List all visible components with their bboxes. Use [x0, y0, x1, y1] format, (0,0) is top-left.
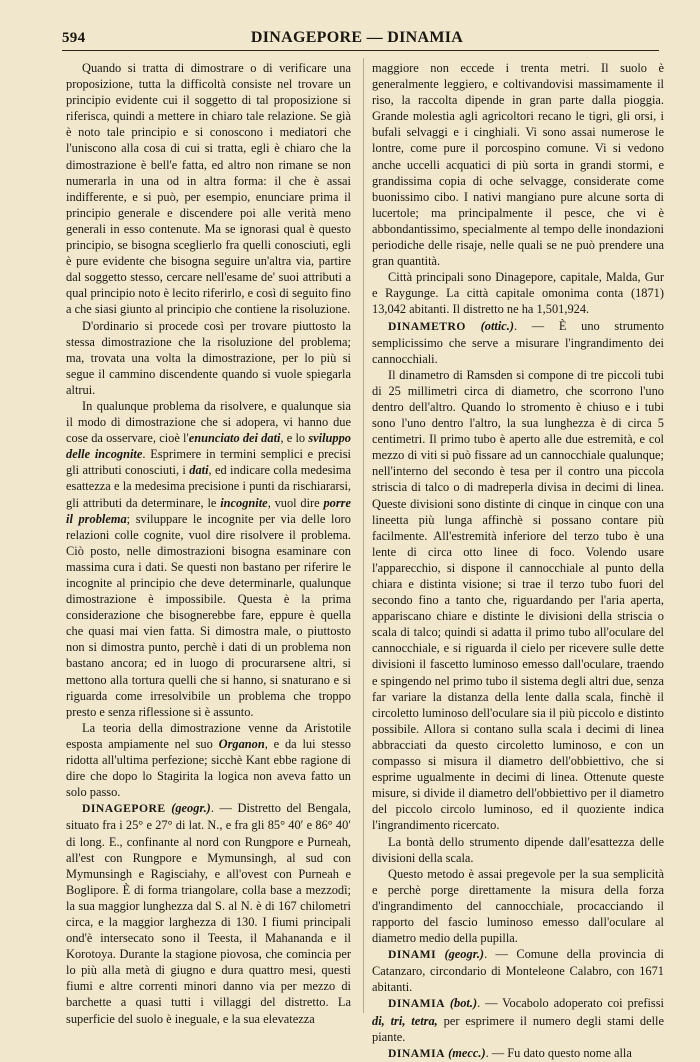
page-number: 594 — [62, 30, 86, 46]
entry-tag: (bot.) — [449, 996, 478, 1011]
entry-tag: (geogr.) — [171, 801, 211, 816]
entry-tag: (mecc.) — [448, 1045, 486, 1060]
column-divider — [363, 58, 364, 1013]
paragraph: Questo metodo è assai pregevole per la sua semplicità e perchè porge direttamente la misura della forza d'ingrandimento del cannocchiale, procacciando il rapporto del fascio luminoso emesso dall'oculare al diametro medio della pupilla. — [372, 866, 664, 946]
paragraph: In qualunque problema da risolvere, e qualunque sia il modo di dimostrazione che si adopera, vi hanno due cose da osservare, cioè l'enunciato dei dati, e lo sviluppo delle incognite. Esprimere in termini semplici e precisi gli attributi conosciuti, i dati, ed indicare colla medesima esattezza e la medesima precisione i punti da rischiararsi, gli attributi da determinare, le incognite, vuol dire porre il problema; sviluppare le incognite per via delle loro relazioni colle cognite, vuol dire risolvere il problema. Ciò posto, nelle dimostrazioni bisogna esaminare con massima cura i dati. Se questi non bastano per riferire le incognite al principio che deve determinarle, qualunque dimostrazione è impossibile. Questa è la prima considerazione che bisognerebbe fare, eppure è quella che quasi mai vien fatta. Si dimostra male, o piuttosto non si dimostra punto, perchè i dati di un problema non bastano ancora; ed in luogo di procurarsene altri, si mettono alla tortura quelli che si hanno, si snaturano e si riguarda come irresolvibile un problema che troppo presto e senza riflessione si è assunto. — [66, 398, 352, 719]
left-column — [66, 60, 352, 1026]
paragraph: La teoria della dimostrazione venne da Aristotile esposta ampiamente nel suo Organon, e da lui stesso ridotta all'ultima perfezione; sicchè Kant ebbe ragione di dire che dopo lo Stagirita la logica non aveva fatto un solo passo. — [66, 720, 351, 800]
paragraph: Il dinametro di Ramsden si compone di tre piccoli tubi di 25 millimetri circa di diametro, che scorrono l'uno dentro dell'altro. Quando lo stromento è chiuso e i tubi sono l'uno dentro l'altro, la sua lunghezza è di circa 5 centimetri. Il primo tubo è aperto alle due estremità, e col mezzo di viti si può fissare ad un cannocchiale qualunque; nell'interno del secondo è tesa per il contro una piccola striscia di talco o di madreperla divisa in decimi di linea. Queste divisioni sono distinte di cinque in cinque con una lineetta più lunga affinchè si possano contare più facilmente. All'estremità inferiore del terzo tubo è una lente di circa otto linee di foco. Volendo usare l'apparecchio, si dispone il cannocchiale al punto della chiara e distinta visione; si trae il terzo tubo fuori del secondo fino a tanto che, riguardando per l'aria aperta, appariscano chiare e distinte le divisioni della striscia o scala di talco; quindi si adatta il primo tubo all'oculare del cannocchiale, e si riguarda il cielo per ricevere sulle dette divisioni il fascetto luminoso emesso dall'oculare, traendo e spingendo nel primo tubo il sistema degli altri due, senza far variare la distanza della lente dalla scala, finchè il circoletto luminoso dell'oculare sia il più piccolo e distinto possibile. Allora si contano sulla scala i decimi di linea abbracciati da questo circoletto luminoso, e con un compasso si misura il diametro dell'obbiettivo, che si esprime ugualmente in decimi di linea. Ottenute queste misure, si divide il diametro dell'obbiettivo per il diametro del piccolo circolo luminoso, ed il quoziente indica l'ingrandimento ricercato. — [372, 367, 664, 833]
paragraph: Città principali sono Dinagepore, capitale, Malda, Gur e Raygunge. La città capitale omonima conta (1871) 13,042 abitanti. Il distretto ne ha 1,501,924. — [372, 270, 664, 317]
entry-dinamia-mecc: DINAMIA (mecc.). — Fu dato questo nome alla — [388, 1045, 632, 1060]
page-header — [62, 27, 652, 49]
paragraph: Quando si tratta di dimostrare o di verificare una proposizione, tutta la difficoltà consiste nel trovare un principio evidente cui il soggetto di tal proposizione si riferisca, quindi a mettere in chiaro tale relazione. Se già è noto tale principio e si conoscono i mediatori che l'uniscono alla cosa di cui si tratta, egli è chiaro che la dimostrazione è bell'e fatta, ed altro non rimane se non numerarla in una od in altra forma: il che è assai indifferente, e si può, per esempio, enunciare prima il principio generale e discendere poi alle verità meno generali in esso contenute. Ma se ignorasi qual è questo principio, se bisogna sceglierlo fra quelli conosciuti, egli è pure evidente che bisogna seguire un'altra via, partire dal soggetto stesso, cercare nell'esame de' suoi attributi a qual principio noto è lecito riferirlo, e così di seguito fino a che siasi giunto al principio che contiene la risoluzione. — [66, 61, 351, 317]
paragraph-continued: maggiore non eccede i trenta metri. Il suolo è generalmente leggiero, e coltivandovisi massimamente il riso, la raccolta dipende in gran parte dalla pioggia. Grande molestia agli agricoltori recano le tigri, gli orsi, i bufali selvaggi e i cinghiali. Vi sono assai numerose le lontre, come pure il porcospino comune. Vi si vedono anche uccelli acquatici di più sorta in grandi stormi, e grandissima copia di oche selvagge, considerate come buonissimo cibo. I nativi mangiano pure alcune sorta di lucertole; ma principalmente il pesce, che vi è abbondantissimo, specialmente al tempo delle inondazioni periodiche delle risaje, nelle quali se ne può prendere una gran quantità. — [372, 61, 664, 269]
entry-dinagepore: DINAGEPORE (geogr.). — Distretto del Bengala, situato fra i 25° e 27° di lat. N., e fra gli 85° 40′ e 86° 40′ di long. E., confinante al nord con Rungpore e Purneah, all'est con Rungpore e Mymunsingh, al sud con Mymunsingh e Ragisciahy, e all'ovest con Purneah e Boglipore. È di forma triangolare, colla base a mezzodì; la sua maggior lunghezza dal S. al N. è di 167 chilometri circa, e la maggior larghezza di 130. I fiumi principali ond'è intersecato sono il Teesta, il Mahananda e il Korotoya. Durante la stagione piovosa, che comincia per lo più alla metà di giugno e dura quattro mesi, questi fiumi e altre correnti minori danno via per mezzo di barchette a quasi tutti i villaggi del distretto. La superficie del suolo è ineguale, e la sua elevatezza — [66, 801, 351, 1026]
entry-dinametro: DINAMETRO (ottic.). — È uno strumento semplicissimo che serve a misurare l'ingrandimento dei cannocchiali. — [372, 318, 664, 366]
header-rule — [62, 50, 659, 51]
running-title: DINAGEPORE — DINAMIA — [250, 29, 464, 46]
entry-dinami: DINAMI (geogr.). — Comune della provincia di Catanzaro, circondario di Monteleone Calabro, con 1671 abitanti. — [372, 947, 664, 995]
entry-tag: (ottic.) — [480, 318, 515, 333]
paragraph: La bontà dello strumento dipende dall'esattezza delle divisioni della scala. — [372, 834, 664, 865]
entry-headword: DINAMIA — [388, 997, 445, 1011]
entry-headword: DINAMETRO — [388, 319, 466, 333]
entry-headword: DINAMIA — [388, 1046, 445, 1060]
entry-headword: DINAMI — [388, 948, 437, 962]
entry-headword: DINAGEPORE — [82, 802, 166, 816]
right-column — [372, 60, 664, 1060]
entry-tag: (geogr.) — [444, 947, 485, 962]
entry-dinamia-bot: DINAMIA (bot.). — Vocabolo adoperato coi prefissi di, tri, tetra, per esprimere il numero degli stami delle piante. — [372, 996, 664, 1044]
paragraph: D'ordinario si procede così per trovare piuttosto la stessa dimostrazione che la risoluzione del problema; ma, trovata una volta la dimostrazione, per lo più si segue il cammino discendente quando si vuole spiegarla altrui. — [66, 318, 351, 397]
